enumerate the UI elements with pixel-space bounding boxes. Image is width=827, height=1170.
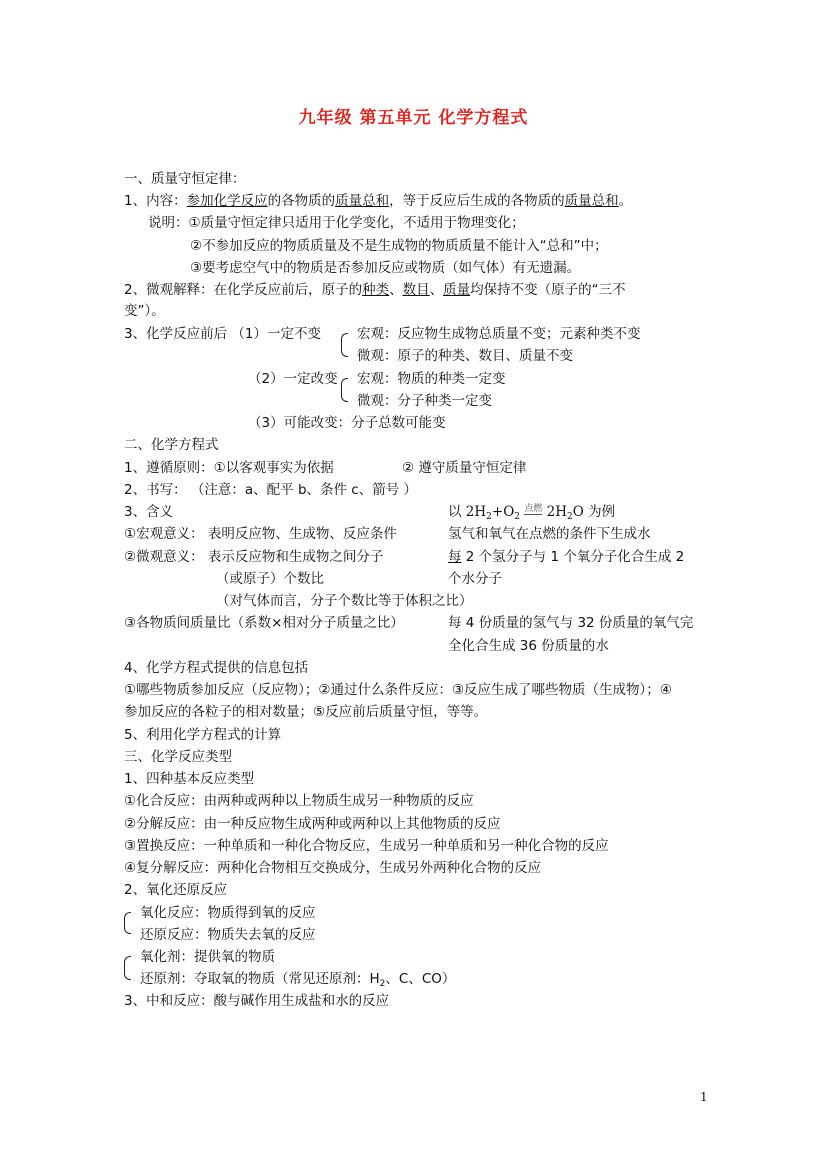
- eq-subscript: 2: [514, 512, 521, 522]
- underlined-term: 质量总和: [335, 193, 390, 209]
- example-equation: [448, 503, 615, 523]
- changed-lead: （2）一定改变: [248, 371, 338, 387]
- oxidation-reaction: 氧化反应：物质得到氧的反应: [140, 905, 316, 921]
- oxidizing-agent: 氧化剂：提供氧的物质: [140, 949, 275, 965]
- micro-meaning-example: [448, 548, 684, 566]
- micro-text: 2、微观解释：在化学反应前后，原子的: [124, 282, 363, 298]
- brace-icon: [341, 378, 348, 402]
- law-text: ，等于反应后生成的各物质的: [389, 193, 565, 209]
- reducing-agent-text: 还原剂：夺取氧的物质（常见还原剂：H: [140, 971, 380, 987]
- note-3: ③要考虑空气中的物质是否参加反应或物质（如气体）有无遗漏。: [190, 260, 581, 276]
- section2-heading: 二、化学方程式: [124, 437, 219, 453]
- maybe-changed: （3）可能改变：分子总数可能变: [248, 415, 446, 431]
- principle-b: ② 遵守质量守恒定律: [402, 460, 527, 476]
- micro-meaning-cont: （或原子）个数比: [216, 571, 324, 587]
- underlined-term: 数目: [402, 282, 430, 298]
- law-text: 的各物质的: [267, 193, 336, 209]
- double-decomposition-reaction: ④复分解反应：两种化合物相互交换成分，生成另外两种化合物的反应: [124, 860, 542, 876]
- eq-condition: 点燃: [524, 504, 543, 514]
- eq-part: 2H: [546, 504, 567, 520]
- mass-ratio-example: 每 4 份质量的氢气与 32 份质量的氧气完: [448, 615, 694, 631]
- eq-part: +O: [491, 504, 515, 520]
- brace-icon: [124, 912, 131, 934]
- decomposition-reaction: ②分解反应：由一种反应物生成两种或两种以上其他物质的反应: [124, 816, 501, 832]
- micro-sep: 、: [429, 282, 444, 298]
- micro-text: 均保持不变（原子的“三不: [470, 282, 626, 298]
- micro-explanation-cont: 变”）。: [124, 303, 165, 319]
- brace-icon: [124, 956, 131, 980]
- reducing-agent-text: 、C、CO）: [385, 971, 456, 987]
- section3-heading: 三、化学反应类型: [124, 749, 232, 765]
- underlined-term: 质量: [443, 282, 471, 298]
- page-number: 1: [700, 1090, 708, 1104]
- micro-sep: 、: [389, 282, 403, 298]
- macro-meaning: ①宏观意义： 表明反应物、生成物、反应条件: [124, 526, 397, 542]
- gas-volume-note: （对气体而言，分子个数比等于体积之比）: [216, 593, 473, 609]
- redox-heading: 2、氧化还原反应: [124, 882, 228, 898]
- unchanged-micro: 微观：原子的种类、数目、质量不变: [357, 348, 573, 364]
- combination-reaction: ①化合反应：由两种或两种以上物质生成另一种物质的反应: [124, 793, 474, 809]
- brace-icon: [341, 333, 348, 357]
- mass-ratio: ③各物质间质量比（系数×相对分子质量之比）: [124, 615, 404, 631]
- micro-explanation: [124, 281, 626, 299]
- displacement-reaction: ③置换反应：一种单质和一种化合物反应，生成另一种单质和另一种化合物的反应: [124, 838, 609, 854]
- writing-notes: 2、书写： （注意：a、配平 b、条件 c、箭号 ）: [124, 482, 418, 498]
- note-1: 说明：①质量守恒定律只适用于化学变化，不适用于物理变化；: [148, 215, 525, 231]
- changed-micro: 微观：分子种类一定变: [357, 393, 492, 409]
- eq-part: O 为例: [572, 504, 616, 520]
- micro-meaning: ②微观意义： 表示反应物和生成物之间分子: [124, 549, 384, 565]
- law-text: 。: [618, 193, 633, 209]
- changed-macro: 宏观：物质的种类一定变: [357, 371, 506, 387]
- neutralization-reaction: 3、中和反应：酸与碱作用生成盐和水的反应: [124, 993, 390, 1009]
- micro-meaning-example-cont: 个水分子: [448, 571, 502, 587]
- law-content: [124, 192, 632, 210]
- mass-ratio-example-cont: 全化合生成 36 份质量的水: [448, 638, 609, 654]
- micro-example-text: 2 个氢分子与 1 个氧分子化合生成 2: [461, 549, 685, 565]
- law-content-prefix: 1、内容：: [124, 193, 187, 209]
- info-line-2: 参加反应的各粒子的相对数量；⑤反应前后质量守恒，等等。: [124, 704, 488, 720]
- meaning-heading: 3、含义: [124, 504, 174, 520]
- info-line-1: ①哪些物质参加反应（反应物）；②通过什么条件反应：③反应生成了哪些物质（生成物）；④: [124, 682, 672, 698]
- reaction-types-heading: 1、四种基本反应类型: [124, 771, 255, 787]
- eq-part: 以 2H: [448, 504, 487, 520]
- underlined-term: 质量总和: [564, 193, 619, 209]
- underlined-term: 种类: [362, 282, 390, 298]
- principle-a: 1、遵循原则：①以客观事实为依据: [124, 460, 334, 476]
- page-title: 九年级 第五单元 化学方程式: [298, 108, 529, 128]
- reducing-agent: [140, 970, 455, 990]
- section1-heading: 一、质量守恒定律：: [124, 171, 246, 187]
- underlined-term: 化学反应: [213, 193, 268, 209]
- reduction-reaction: 还原反应：物质失去氧的反应: [140, 927, 316, 943]
- underlined-term: 每: [448, 549, 462, 565]
- note-2: ②不参加反应的物质质量及不是生成物的物质质量不能计入“总和”中；: [190, 238, 608, 254]
- underlined-term: 参加: [186, 193, 214, 209]
- eq-subscript: 2: [567, 512, 573, 522]
- eq-subscript: 2: [486, 512, 492, 522]
- unchanged-lead: 3、化学反应前后 （1）一定不变: [124, 326, 321, 342]
- macro-meaning-example: 氢气和氧气在点燃的条件下生成水: [448, 526, 651, 542]
- formula-subscript: 2: [379, 979, 386, 989]
- unchanged-macro: 宏观：反应物生成物总质量不变；元素种类不变: [357, 326, 641, 342]
- calculation-heading: 5、利用化学方程式的计算: [124, 727, 282, 743]
- info-heading: 4、化学方程式提供的信息包括: [124, 660, 309, 676]
